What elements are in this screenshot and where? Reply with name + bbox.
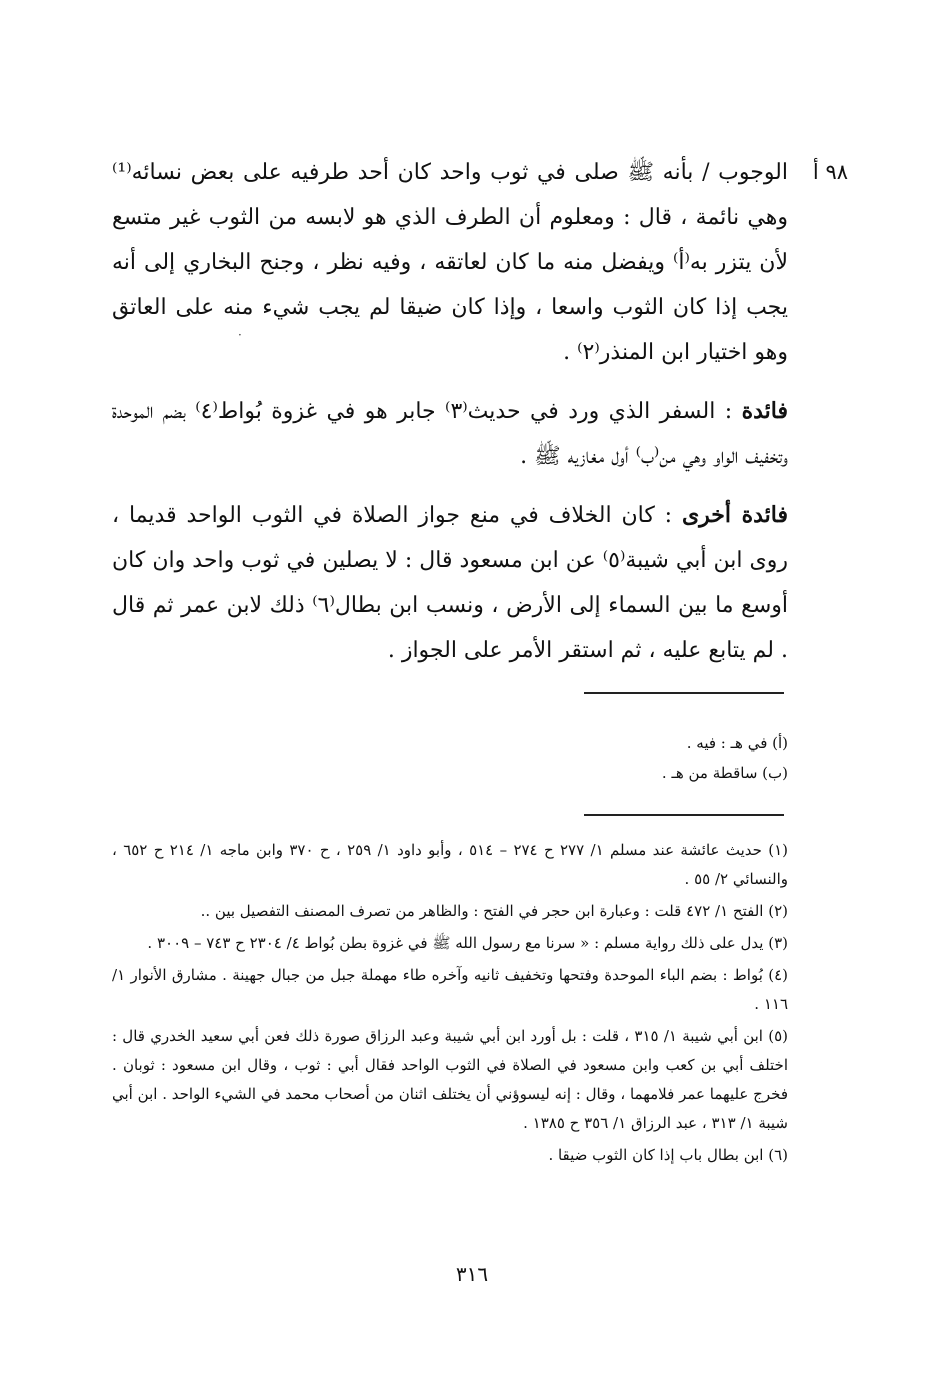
paragraph-1: الوجوب / بأنه ﷺ صلى في ثوب واحد كان أحد طرفيه على بعض نسائه⁽¹⁾ وهي نائمة ، قال : ومعلوم أن الطرف الذي هو لابسه من الثوب غير متسع لأن يتزر به⁽أ⁾ ويفضل منه ما كان لعاتقه ، وفيه نظر ، وجنح البخاري إلى أنه يجب إذا كان الثوب واسعا ، وإذا كان ضيقا لم يجب شيء منه على العاتق وهو اختيار ابن المنذر⁽٢⁾ .: [112, 160, 788, 365]
footnote: (١) حديث عائشة عند مسلم ١/ ٢٧٧ ح ٢٧٤ – ٥١٤ ، وأبو داود ١/ ٢٥٩ ، ح ٣٧٠ وابن ماجه ١/ ٢١٤ ح ٦٥٢ ، والنسائي ٢/ ٥٥ .: [112, 841, 789, 888]
page-number: ٣١٦: [455, 1262, 489, 1286]
footnote: (٦) ابن بطال باب إذا كان الثوب ضيقا .: [548, 1146, 788, 1164]
footnote: (٣) يدل على ذلك رواية مسلم : « سرنا مع رسول الله ﷺ في غزوة بطن بُواط ٤/ ٢٣٠٤ ح ٧٤٣ – ٣٠٠٩ .: [147, 934, 788, 952]
textual-variants-notes: [112, 728, 788, 788]
main-text: [112, 150, 788, 687]
variant-note: (أ) في هـ : فيه .: [686, 734, 788, 752]
paragraph-3: [112, 493, 788, 673]
footnote-divider-1: [584, 692, 784, 694]
footnote-divider-2: [584, 814, 784, 816]
numbered-footnotes: [112, 836, 788, 1173]
footnote: (٥) ابن أبي شيبة ١/ ٣١٥ ، قلت : بل أورد ابن أبي شيبة وعبد الرزاق صورة ذلك فعن أبي سعيد الخدري قال : اختلف أبي بن كعب وابن مسعود في الصلاة في الثوب الواحد فقال أبي : ثوب ، وقال ابن مسعود : ثوبان . فخرج عليهما عمر فلامهما ، وقال : إنه ليسوؤني أن يختلف اثنان من أصحاب محمد في الشيء الواحد . ابن أبي شيبة ١/ ٣١٣ ، عبد الرزاق ١/ ٣٥٦ ح ١٣٨٥ .: [112, 1027, 788, 1132]
footnote: (٤) بُواط : بضم الباء الموحدة وفتحها وتخفيف ثانيه وآخره طاء مهملة جبل من جبال جهينة . مشارق الأنوار ١/ ١١٦ .: [112, 966, 788, 1013]
paragraph-2-label: فائدة: [741, 398, 789, 424]
variant-note: (ب) ساقطة من هـ .: [661, 764, 788, 782]
manuscript-folio-marker: ٩٨ أ: [812, 160, 848, 184]
footnote: (٢) الفتح ١/ ٤٧٢ قلت : وعبارة ابن حجر في الفتح : والظاهر من تصرف المصنف التفصيل بين ..: [200, 902, 788, 920]
paragraph-3-text: : كان الخلاف في منع جواز الصلاة في الثوب الواحد قديما ، روى ابن أبي شيبة⁽٥⁾ عن ابن مسعود قال : لا يصلين في ثوب واحد وان كان أوسع ما بين السماء إلى الأرض ، ونسب ابن بطال⁽٦⁾ ذلك لابن عمر ثم قال . لم يتابع عليه ، ثم استقر الأمر على الجواز .: [112, 503, 789, 663]
paragraph-2: [112, 389, 788, 479]
paragraph-3-label: فائدة أخرى: [681, 502, 788, 528]
scan-speck: ·: [238, 328, 242, 342]
paragraph-2-text: : السفر الذي ورد في حديث⁽٣⁾ جابر هو في غزوة بُواط⁽٤⁾ بضم الموحدة وتخفيف الواو وهي من⁽ب⁾ أول مغازيه ﷺ .: [112, 399, 788, 469]
